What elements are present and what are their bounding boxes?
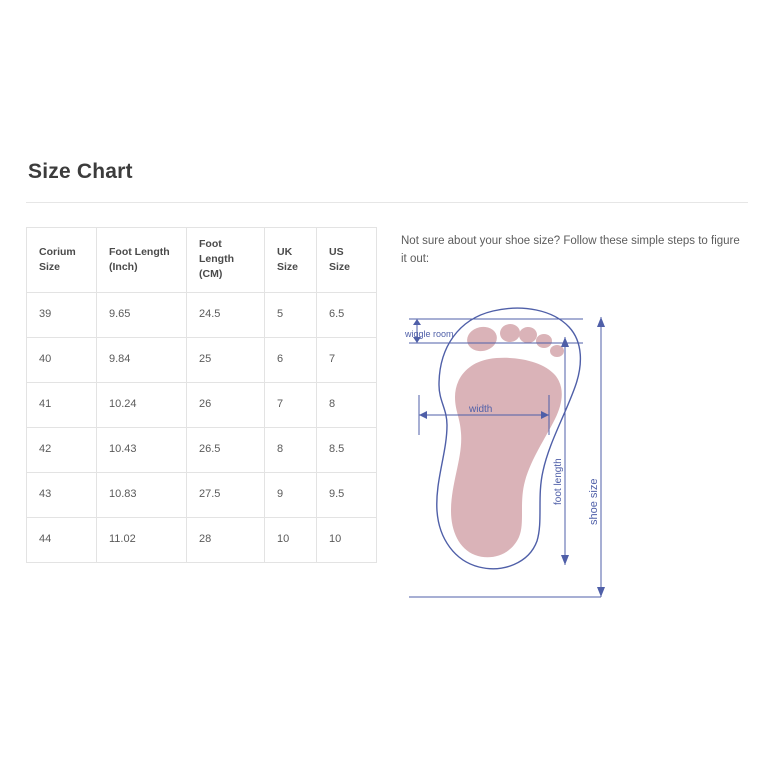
cell-foot-length-cm: 24.5	[187, 292, 265, 337]
cell-us-size: 8	[317, 382, 377, 427]
header-line-2: (Inch)	[109, 260, 138, 273]
header-line-1: UK	[277, 245, 293, 258]
table-row	[27, 382, 377, 427]
cell-us-size: 8.5	[317, 427, 377, 472]
width-label: width	[469, 403, 493, 415]
cell-uk-size: 5	[265, 292, 317, 337]
helper-text: Not sure about your shoe size? Follow these simple steps to figure it out:	[401, 235, 740, 265]
header-line-2: Size	[277, 260, 299, 273]
header-line-1: Foot Length	[199, 238, 234, 266]
header-line-1: Corium	[39, 245, 76, 258]
content-area	[26, 160, 752, 605]
cell-corium-size: 41	[27, 382, 97, 427]
size-table	[26, 227, 377, 563]
cell-corium-size: 39	[27, 292, 97, 337]
diagram-svg	[397, 275, 747, 605]
page-title: Size Chart	[28, 160, 133, 183]
cell-foot-length-cm: 28	[187, 517, 265, 562]
column-header-uk-size	[265, 228, 317, 293]
cell-foot-length-inch: 9.65	[97, 292, 187, 337]
cell-us-size: 6.5	[317, 292, 377, 337]
cell-uk-size: 8	[265, 427, 317, 472]
table-row	[27, 337, 377, 382]
shoe-size-label: shoe size	[588, 478, 600, 525]
table-row	[27, 292, 377, 337]
cell-uk-size: 10	[265, 517, 317, 562]
column-header-us-size	[317, 228, 377, 293]
header-line-2: Size	[329, 260, 351, 273]
cell-corium-size: 43	[27, 472, 97, 517]
cell-foot-length-cm: 25	[187, 337, 265, 382]
table-head	[27, 228, 377, 293]
cell-foot-length-inch: 9.84	[97, 337, 187, 382]
table-body	[27, 292, 377, 562]
header-line-2: Size	[39, 260, 61, 273]
cell-foot-length-inch: 11.02	[97, 517, 187, 562]
column-header-foot-length-inch	[97, 228, 187, 293]
cell-foot-length-inch: 10.83	[97, 472, 187, 517]
cell-corium-size: 40	[27, 337, 97, 382]
table-header-row	[27, 228, 377, 293]
cell-corium-size: 44	[27, 517, 97, 562]
cell-uk-size: 6	[265, 337, 317, 382]
cell-us-size: 7	[317, 337, 377, 382]
foot-measurement-diagram	[397, 275, 747, 605]
foot-length-dimension	[553, 337, 569, 565]
cell-foot-length-inch: 10.24	[97, 382, 187, 427]
cell-corium-size: 42	[27, 427, 97, 472]
table-row	[27, 427, 377, 472]
column-header-foot-length-cm	[187, 228, 265, 293]
size-table-column	[26, 227, 381, 563]
cell-foot-length-cm: 27.5	[187, 472, 265, 517]
cell-us-size: 10	[317, 517, 377, 562]
measurement-guide-column	[381, 227, 752, 605]
columns	[26, 227, 752, 605]
cell-foot-length-inch: 10.43	[97, 427, 187, 472]
cell-uk-size: 9	[265, 472, 317, 517]
wiggle-room-label: wiggle room	[405, 328, 454, 339]
cell-foot-length-cm: 26.5	[187, 427, 265, 472]
cell-uk-size: 7	[265, 382, 317, 427]
table-row	[27, 472, 377, 517]
header-line-1: Foot Length	[109, 245, 170, 258]
foot-shape	[451, 322, 564, 557]
column-header-corium-size	[27, 228, 97, 293]
foot-length-label: foot length	[553, 457, 564, 505]
header-line-2: (CM)	[199, 268, 223, 281]
title-divider	[26, 202, 748, 203]
header-line-1: US	[329, 245, 344, 258]
cell-us-size: 9.5	[317, 472, 377, 517]
table-row	[27, 517, 377, 562]
cell-foot-length-cm: 26	[187, 382, 265, 427]
